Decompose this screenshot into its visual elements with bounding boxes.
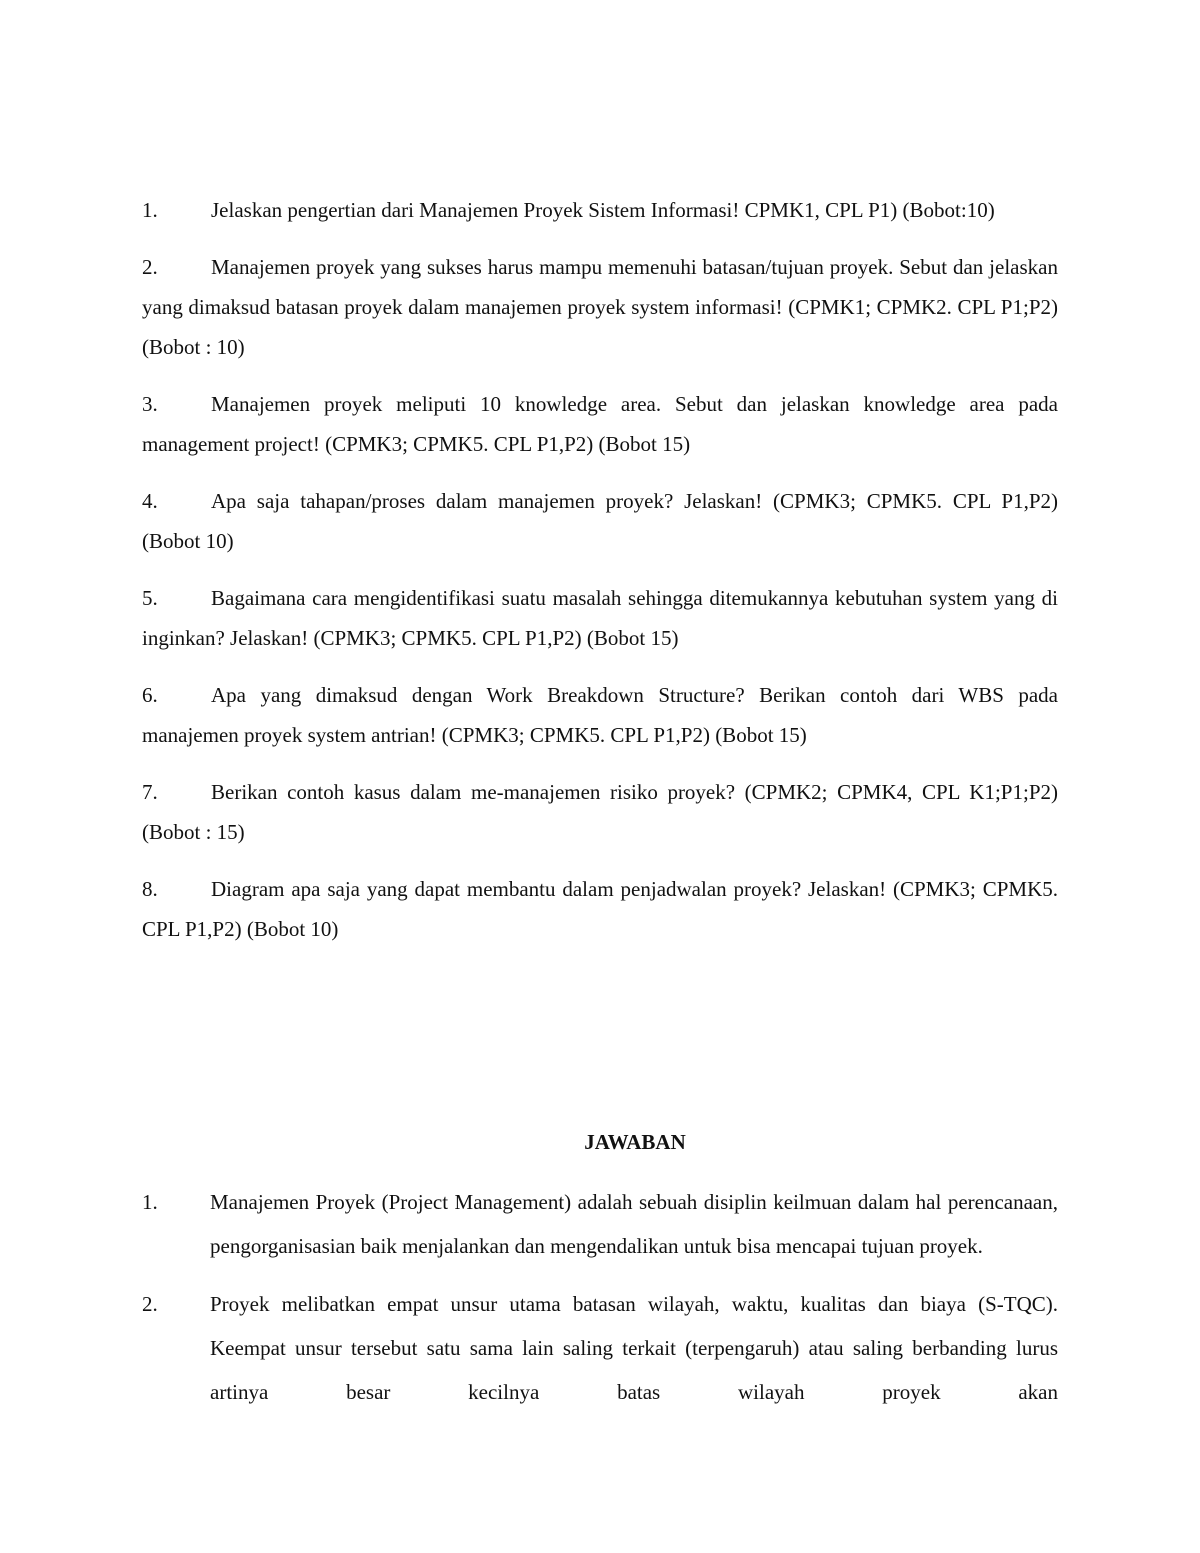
question-item xyxy=(142,772,1058,852)
question-item xyxy=(142,869,1058,949)
answer-text: Manajemen Proyek (Project Management) adalah sebuah disiplin keilmuan dalam hal perencanaan, pengorganisasian baik menjalankan dan mengendalikan untuk bisa mencapai tujuan proyek. xyxy=(210,1190,1058,1258)
question-list xyxy=(142,190,1058,966)
answers-heading: JAWABAN xyxy=(584,1130,686,1154)
question-item xyxy=(142,247,1058,367)
question-number: 3. xyxy=(142,392,158,416)
question-number: 8. xyxy=(142,877,158,901)
question-number: 6. xyxy=(142,683,158,707)
question-text: Diagram apa saja yang dapat membantu dalam penjadwalan proyek? Jelaskan! (CPMK3; CPMK5. CPL P1,P2) (Bobot 10) xyxy=(142,877,1058,941)
answer-item xyxy=(142,1180,1058,1268)
question-text: Berikan contoh kasus dalam me-manajemen risiko proyek? (CPMK2; CPMK4, CPL K1;P1;P2) (Bobot : 15) xyxy=(142,780,1058,844)
answer-number: 1. xyxy=(142,1190,158,1214)
question-text: Manajemen proyek yang sukses harus mampu memenuhi batasan/tujuan proyek. Sebut dan jelaskan yang dimaksud batasan proyek dalam manajemen proyek system informasi! (CPMK1; CPMK2. CPL P1;P2) (Bobot : 10) xyxy=(142,255,1058,359)
answer-text: Proyek melibatkan empat unsur utama batasan wilayah, waktu, kualitas dan biaya (S-TQC). Keempat unsur tersebut satu sama lain saling terkait (terpengaruh) atau saling berbanding lurus artinya besar kecilnya batas wilayah proyek akan xyxy=(210,1292,1058,1404)
question-text: Jelaskan pengertian dari Manajemen Proyek Sistem Informasi! CPMK1, CPL P1) (Bobot:10) xyxy=(211,198,995,222)
question-item xyxy=(142,481,1058,561)
question-item xyxy=(142,675,1058,755)
question-text: Apa yang dimaksud dengan Work Breakdown Structure? Berikan contoh dari WBS pada manajemen proyek system antrian! (CPMK3; CPMK5. CPL P1,P2) (Bobot 15) xyxy=(142,683,1058,747)
answer-number: 2. xyxy=(142,1292,158,1316)
answer-list xyxy=(142,1180,1058,1428)
question-text: Apa saja tahapan/proses dalam manajemen proyek? Jelaskan! (CPMK3; CPMK5. CPL P1,P2) (Bobot 10) xyxy=(142,489,1058,553)
question-item xyxy=(142,578,1058,658)
question-number: 7. xyxy=(142,780,158,804)
question-number: 2. xyxy=(142,255,158,279)
question-number: 5. xyxy=(142,586,158,610)
question-item xyxy=(142,190,1058,230)
question-number: 1. xyxy=(142,198,158,222)
question-text: Bagaimana cara mengidentifikasi suatu masalah sehingga ditemukannya kebutuhan system yang di inginkan? Jelaskan! (CPMK3; CPMK5. CPL P1,P2) (Bobot 15) xyxy=(142,586,1058,650)
question-item xyxy=(142,384,1058,464)
question-text: Manajemen proyek meliputi 10 knowledge area. Sebut dan jelaskan knowledge area pada management project! (CPMK3; CPMK5. CPL P1,P2) (Bobot 15) xyxy=(142,392,1058,456)
answer-item xyxy=(142,1282,1058,1414)
question-number: 4. xyxy=(142,489,158,513)
